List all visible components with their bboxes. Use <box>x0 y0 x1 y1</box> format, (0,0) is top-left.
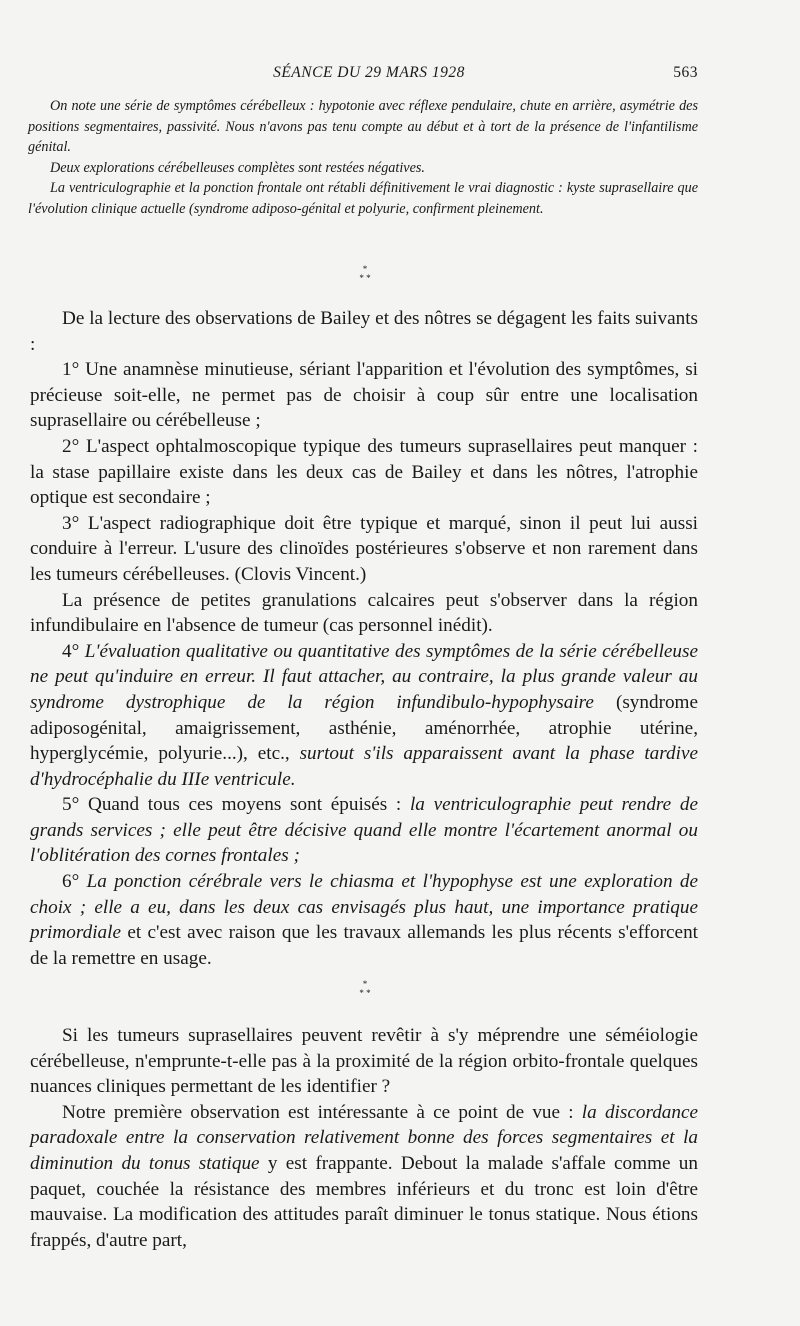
item-number: 6° <box>62 871 80 893</box>
asterism-top: * <box>362 979 368 989</box>
roman-text: et c'est avec raison que les travaux allemands les plus récents s'efforcent de la remettre en usage. <box>30 922 698 969</box>
small-paragraph: Deux explorations cérébelleuses complètes sont restées négatives. <box>50 159 425 176</box>
paragraph <box>30 1100 698 1254</box>
small-paragraph: On note une série de symptômes cérébelleux : hypotonie avec réflexe pendulaire, chute en arrière, asymétrie des positions segmentaires, passivité. Nous n'avons pas tenu compte au début et à tort de la présence de l'infantilisme génital. <box>28 98 698 155</box>
roman-text: (syndrome adiposogénital, amaigrissement, asthénie, aménorrhée, atrophie utérine, hyperglycémie, polyurie...), etc., <box>30 691 698 765</box>
small-paragraph: La ventriculographie et la ponction frontale ont rétabli définitivement le vrai diagnostic : kyste suprasellaire que l'évolution clinique actuelle (syndrome adiposo-génital et polyurie, confirment pleinement. <box>28 180 698 217</box>
page-number: 563 <box>673 64 698 81</box>
italic-text: la ventriculographie peut rendre de grands services ; elle peut être décisive quand elle montre l'écartement anormal ou l'oblitération des cornes frontales ; <box>30 794 699 867</box>
paragraph: De la lecture des observations de Bailey et des nôtres se dégagent les faits suivants : <box>30 308 698 355</box>
asterism-bottom: * * <box>359 988 371 998</box>
asterism-separator <box>0 265 730 283</box>
paragraph-item-3: 3° L'aspect radiographique doit être typique et marqué, sinon il peut lui aussi conduire à l'erreur. L'usure des clinoïdes postérieures s'observe et non rarement dans les tumeurs cérébelleuses. (Clovis Vincent.) <box>30 512 698 585</box>
roman-text: y est frappante. Debout la malade s'affale comme un paquet, couchée la résistance des membres inférieurs et du tronc est loin d'être mauvaise. La modification des attitudes paraît diminuer le tonus statique. Nous étions frappés, d'autre part, <box>30 1152 698 1251</box>
asterism-separator <box>0 980 730 998</box>
item-number: 4° <box>62 640 80 662</box>
paragraph: Si les tumeurs suprasellaires peuvent revêtir à s'y méprendre une séméiologie cérébelleuse, n'emprunte-t-elle pas à la proximité de la région orbito-frontale quelques nuances cliniques permettant de les identifier ? <box>30 1025 698 1098</box>
paragraph-item-4 <box>30 639 698 793</box>
italic-text: la discordance paradoxale entre la conservation relativement bonne des forces segmentaires et la diminution du tonus statique <box>30 1101 699 1174</box>
main-text-section-2 <box>30 1023 698 1253</box>
roman-text: Notre première observation est intéressante à ce point de vue : <box>62 1101 574 1123</box>
paragraph-item-5 <box>30 792 698 869</box>
running-header <box>40 64 698 84</box>
italic-text: surtout s'ils apparaissent avant la phase tardive d'hydrocéphalie du IIIe ventricule. <box>30 743 698 790</box>
paragraph: La présence de petites granulations calcaires peut s'observer dans la région infundibulaire en l'absence de tumeur (cas personnel inédit). <box>30 589 698 637</box>
asterism-top: * <box>362 264 368 274</box>
asterism-bottom: * * <box>359 273 371 283</box>
main-text-section-1 <box>30 306 698 971</box>
italic-text: La ponction cérébrale vers le chiasma et l'hypophyse est une exploration de choix ; elle a eu, dans les deux cas envisagés plus haut, une importance pratique primordiale <box>30 871 699 944</box>
small-print-block <box>28 96 698 219</box>
paragraph-item-1: 1° Une anamnèse minutieuse, sériant l'apparition et l'évolution des symptômes, si précieuse soit-elle, ne permet pas de choisir à coup sûr entre une localisation suprasellaire ou cérébelleuse ; <box>30 359 698 432</box>
header-title: SÉANCE DU 29 MARS 1928 <box>273 64 465 81</box>
paragraph-item-2: 2° L'aspect ophtalmoscopique typique des tumeurs suprasellaires peut manquer : la stase papillaire existe dans les deux cas de Bailey et dans les nôtres, l'atrophie optique est secondaire ; <box>30 435 698 509</box>
paragraph-item-6 <box>30 869 698 971</box>
italic-text: L'évaluation qualitative ou quantitative des symptômes de la série cérébelleuse ne peut qu'induire en erreur. Il faut attacher, au contraire, la plus grande valeur au syndrome dystrophique de la région infundibulo-hypophysaire <box>30 640 698 713</box>
roman-text: 5° Quand tous ces moyens sont épuisés : <box>62 794 402 816</box>
